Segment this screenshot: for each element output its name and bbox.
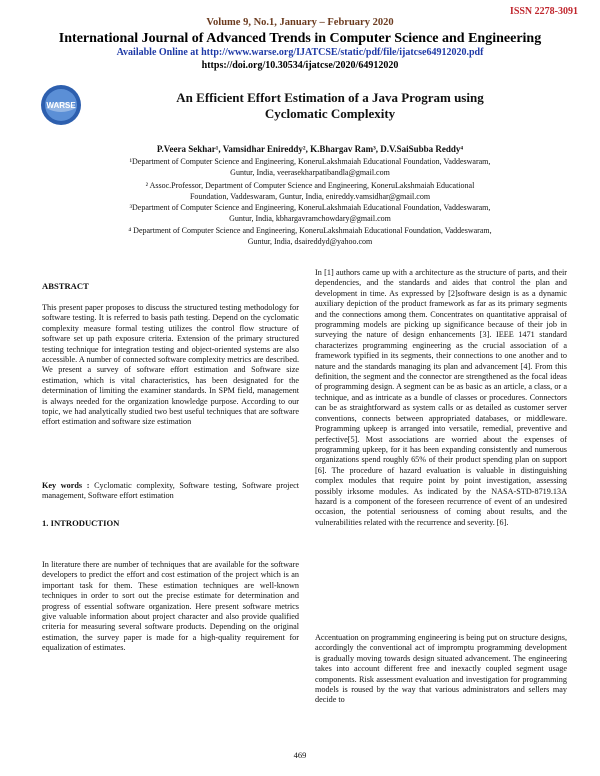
introduction-heading: 1. INTRODUCTION bbox=[42, 518, 120, 528]
doi-link[interactable]: https://doi.org/10.30534/ijatcse/2020/64912020 bbox=[201, 60, 399, 71]
page-number: 469 bbox=[293, 750, 307, 760]
warse-logo bbox=[40, 84, 82, 126]
abstract-text: This present paper proposes to discuss the structured testing methodology for software testing. It is referred to basis path testing. Depend on the cyclomatic complexity measure formal testing utilizes the control flow structure of software set up path exposure criteria. Extension of the primary structured testing technique for integration testing and object-oriented systems are also accessible. A number of connected software complexity metrics are described. We present a survey of software effort estimation and Software size estimation, which is vital characteristics, has been designated for the determination of limiting the examiner standards. In SPM field, management is always needed for the organization knowledge purpose. According to our topic, we had analytically studied two best useful techniques that are software effort estimation and software size estimation bbox=[42, 303, 299, 427]
right-paragraph-1: In [1] authors came up with a architecture as the structure of parts, and their dependencies, and the standards and aides that control the plan and development in time. As expressed by [2]software design is as a dynamic auxiliary depiction of the product framework as far as its primary segments and the connections among them. Concentrates on quantitative appraisal of programming models are picking up significance because of their job in surveying the nature of design enhancements [3]. IEEE 1471 standard characterizes programming engineering as the crucial association of a framework typified in its segments, their connections to one another and to nature and the standards managing its plan and advancement [4]. From this definition, the segment and the connector are strengthened as the focal ideas of programming design. A segment can be as basic as an article, a class, or a technique, and as intricate as a bundle of classes or procedures. Connectors can be as straightforward as system calls or as detailed as customer server conventions, connects between appropriated databases, or middleware. Programming upkeep is arranged into versatile, remedial, preventive and perfective[5]. Most associations are worried about the expenses of programming upkeep, for it has been expanding consistently and numerous organizations spend roughly 65% of their product spending plan on support [6]. The procedure of hazard evaluation is valuable in distinguishing complex modules that require point by point investigation, assessing possibly irksome modules. As indicated by the NASA-STD-8719.13A hazard is a component of the foreseen recurrence of event of an undesired occasion, the potential seriousness of coming about results, and the vulnerabilities related with the recurrence and severity. [6]. bbox=[315, 268, 567, 527]
affiliation-4: ⁴ Department of Computer Science and Engineering, KoneruLakshmaiah Educational Foundation, Vaddeswaram, Guntur, India, dsaireddyd@yahoo.com bbox=[128, 226, 492, 246]
affiliation-1: ¹Department of Computer Science and Engineering, KoneruLakshmaiah Educational Foundation, Vaddeswaram, Guntur, India, veerasekharpatibandla@gmail.com bbox=[129, 157, 491, 177]
right-paragraph-2: Accentuation on programming engineering is being put on structure designs, accordingly the conventional act of impromptu programming development is gradually moving towards design situated advancement. The engineering takes into account different free and inexactly coupled segment usage components. Risk assessment evaluation and investigation for programming models is roused by the way that various administrators and sellers may decide to bbox=[315, 633, 567, 705]
abstract-heading: ABSTRACT bbox=[42, 281, 89, 291]
logo-text: WARSE bbox=[46, 101, 76, 110]
paper-title-line1: An Efficient Effort Estimation of a Java Program using bbox=[176, 90, 484, 105]
issn-label: ISSN 2278-3091 bbox=[509, 6, 578, 17]
keywords-text: Cyclomatic complexity, Software testing, Software project management, Software effort estimation bbox=[42, 481, 299, 501]
journal-title: International Journal of Advanced Trends in Computer Science and Engineering bbox=[58, 31, 542, 46]
available-online-link[interactable]: Available Online at http://www.warse.org/IJATCSE/static/pdf/file/ijatcse64912020.pdf bbox=[116, 47, 484, 58]
volume-line: Volume 9, No.1, January – February 2020 bbox=[206, 17, 394, 28]
paper-title bbox=[120, 90, 540, 122]
keywords-label: Key words : bbox=[42, 481, 90, 490]
affiliation-2: ² Assoc.Professor, Department of Computer Science and Engineering, KoneruLakshmaiah Educational Foundation, Vaddeswaram, Guntur, India, enireddy.vamsidhar@gmail.com bbox=[145, 181, 475, 201]
affiliation-3: ³Department of Computer Science and Engineering, KoneruLakshmaiah Educational Foundation, Vaddeswaram, Guntur, India, kbhargavramchowdary@gmail.com bbox=[129, 203, 491, 223]
introduction-text: In literature there are number of techniques that are available for the software developers to predict the effort and cost estimation of the project which is an important task for them. These estimation techniques are well-known techniques in order to sort out the precise estimate for determination and progress of essential software organization. Here present software metrics give valuable information about project character and also provide qualified criteria for measuring several software products. Depending on the original estimation, the survey paper is made for a high-quality requirement for equalization of estimates. bbox=[42, 560, 299, 653]
keywords bbox=[42, 481, 299, 502]
paper-title-line2: Cyclomatic Complexity bbox=[264, 106, 396, 121]
author-list: P.Veera Sekhar¹, Vamsidhar Enireddy², K.Bhargav Ram³, D.V.SaiSubba Reddy⁴ bbox=[156, 144, 464, 154]
